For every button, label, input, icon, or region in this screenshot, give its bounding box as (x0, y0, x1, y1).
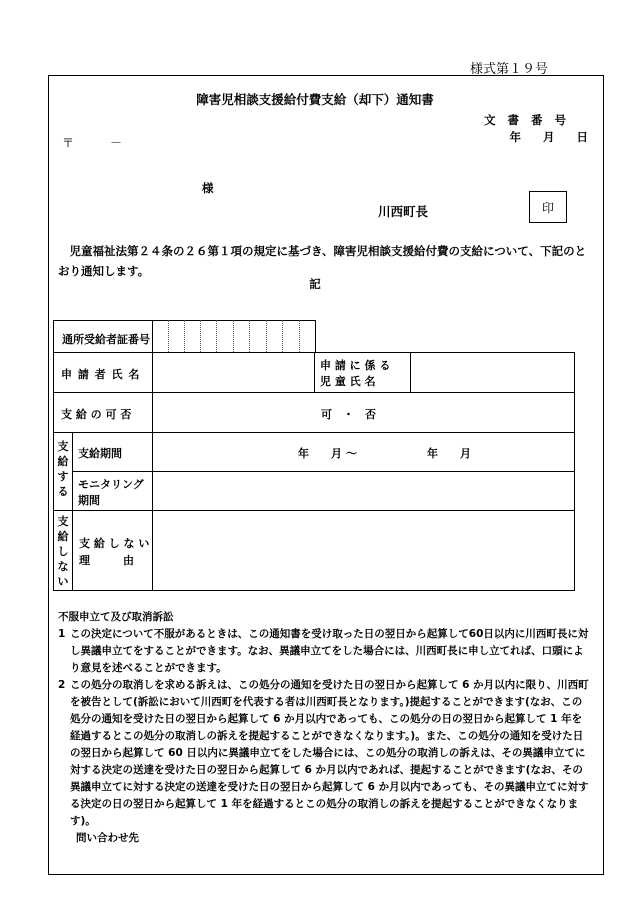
form-number: 様式第１９号 (470, 62, 549, 77)
note-number: 2 (58, 679, 66, 691)
period-label: 支給期間 (78, 447, 122, 460)
postal-dash: － (110, 136, 123, 150)
period-start: 年 月 ～ (298, 447, 357, 460)
table-line (152, 320, 153, 591)
notice-table (53, 320, 575, 591)
cert-number-label: 通所受給者証番号 (62, 333, 150, 346)
appeal-notes (58, 609, 592, 847)
child-name-label-2: 児 童 氏 名 (320, 375, 376, 388)
digit-divider (216, 320, 217, 352)
period-end: 年 月 (427, 447, 471, 460)
table-line (53, 590, 575, 591)
seal-box (529, 191, 567, 223)
pay-group-label: 支給する (57, 440, 69, 498)
note-item (58, 626, 592, 677)
note-number: 1 (58, 628, 66, 640)
monitoring-label-2: 期間 (78, 494, 100, 507)
addressee-suffix: 様 (202, 181, 214, 195)
digit-divider (168, 320, 169, 352)
nopay-reason-label-2: 理 由 (79, 554, 134, 567)
table-line (72, 432, 73, 591)
date-month: 月 (542, 130, 555, 144)
table-line (72, 471, 575, 472)
digit-divider (233, 320, 234, 352)
note-text: この決定について不服があるときは、この通知書を受け取った日の翌日から起算して60日以内に川西町長に対し異議申立てをすることができます。なお、異議申立てをした場合には、川西町長に申し立てれば、口頭により意見を述べることができます。 (70, 628, 589, 674)
table-line (53, 510, 575, 511)
issuer-name: 川西町長 (378, 204, 429, 219)
digit-divider (200, 320, 201, 352)
postal-mark: 〒 (62, 136, 75, 150)
approval-label: 支 給 の 可 否 (61, 408, 132, 421)
document-title: 障害児相談支援給付費支給（却下）通知書 (196, 92, 434, 107)
monitoring-label-1: モニタリング (78, 478, 144, 491)
date-year: 年 (509, 130, 521, 144)
digit-divider (299, 320, 300, 352)
table-line (410, 352, 411, 392)
digit-divider (249, 320, 250, 352)
table-line (53, 432, 575, 433)
seal-mark: 印 (541, 200, 554, 215)
table-line (53, 392, 575, 393)
issue-date (491, 129, 588, 145)
approval-value: 可 ・ 否 (321, 408, 376, 421)
child-name-label-1: 申 請 に 係 る (320, 359, 391, 372)
nopay-group-label: 支給しない (57, 515, 69, 588)
ki-mark: 記 (309, 277, 321, 291)
table-line (314, 352, 315, 392)
notes-heading: 不服申立て及び取消訴訟 (58, 611, 174, 623)
table-line (315, 320, 316, 352)
digit-divider (282, 320, 283, 352)
nopay-reason-label-1: 支 給 し な い (79, 537, 150, 550)
applicant-name-label: 申 請 者 氏 名 (61, 368, 141, 381)
note-text: この処分の取消しを求める訴えは、この処分の通知を受けた日の翌日から起算して 6 か月以内に限り、川西町を被告として(訴訟において川西町を代表する者は川西町長となります。)提起することができます(なお、この処分の通知を受けた日の翌日から起算して 6 か月以内であっても、この処分の日の翌日から起算して 1 年を経過するとこの処分の取消しの訴えを提起することができなくなります。)。また、この処分の通知を受けた日の翌日から起算して 60 日以内に異議申立てをした場合には、この処分の取消しの訴えは、その異議申立てに対する決定の送達を受けた日の翌日から起算して 6 か月以内であれば、提起することができます(なお、その異議申立てに対する決定の送達を受けた日の翌日から起算して 6 か月以内であっても、その異議申立てに対する決定の日の翌日から起算して 1 年を経過するとこの処分の取消しの訴えを提起することができなくなります)。 (70, 679, 589, 827)
notice-body: 児童福祉法第２４条の２６第１項の規定に基づき、障害児相談支援給付費の支給について、下記のとおり通知します。 (58, 244, 587, 278)
date-day: 日 (576, 130, 588, 144)
note-item (58, 677, 592, 830)
table-line (53, 320, 54, 591)
contact-label: 問い合わせ先 (76, 832, 139, 844)
document-number-label: 文書番号 (484, 113, 578, 127)
digit-divider (266, 320, 267, 352)
digit-divider (184, 320, 185, 352)
